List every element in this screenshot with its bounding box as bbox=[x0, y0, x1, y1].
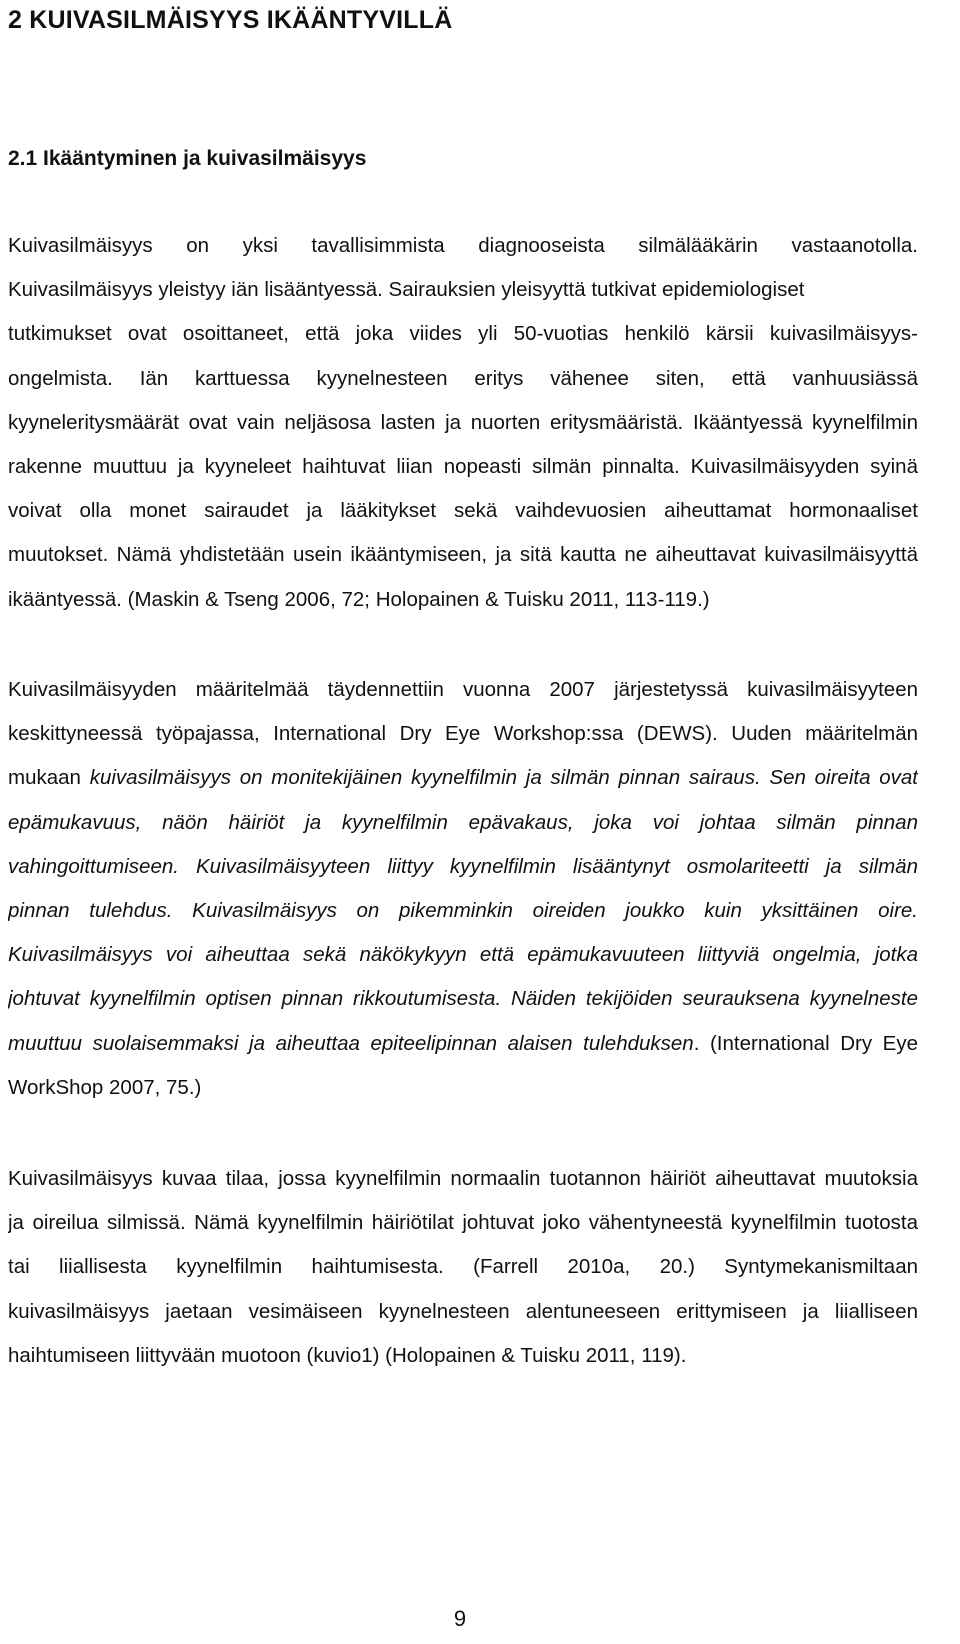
italic-definition-text: kuivasilmäisyys on monitekijäinen kyynelfilmin ja silmän pinnan sairaus. Sen oireita ovat bbox=[89, 766, 918, 790]
text-line bbox=[8, 1022, 918, 1066]
citation-text: . (International Dry Eye bbox=[693, 1031, 918, 1055]
text-line bbox=[8, 933, 918, 977]
paragraph-dews-definition bbox=[8, 668, 918, 1110]
italic-definition-text: pinnan tulehdus. Kuivasilmäisyys on pikemminkin oireiden joukko kuin yksittäinen oire. bbox=[8, 898, 918, 922]
page-number: 9 bbox=[453, 1606, 467, 1631]
text-line: WorkShop 2007, 75.) bbox=[8, 1075, 202, 1099]
section-heading: 2.1 Ikääntyminen ja kuivasilmäisyys bbox=[8, 147, 367, 170]
chapter-heading: 2 KUIVASILMÄISYYS IKÄÄNTYVILLÄ bbox=[8, 6, 453, 34]
text-line: Kuivasilmäisyys kuvaa tilaa, jossa kyynelfilmin normaalin tuotannon häiriöt aiheuttavat muutoksia bbox=[8, 1167, 918, 1190]
text-line: Kuivasilmäisyyden määritelmää täydennettiin vuonna 2007 järjestetyssä kuivasilmäisyyteen bbox=[8, 678, 918, 701]
italic-definition-text: johtuvat kyynelfilmin optisen pinnan rikkoutumisesta. Näiden tekijöiden seurauksena kyynelneste bbox=[8, 987, 918, 1011]
paragraph-aging-and-dry-eye bbox=[8, 224, 918, 622]
text-line bbox=[8, 889, 918, 933]
text-line: kuivasilmäisyys jaetaan vesimäiseen kyynelnesteen alentuneeseen erittymiseen ja liialliseen bbox=[8, 1299, 918, 1323]
italic-definition-text: muuttuu suolaisemmaksi ja aiheuttaa epiteelipinnan alaisen tulehduksen bbox=[8, 1031, 694, 1055]
text-line bbox=[8, 977, 918, 1021]
text-line: haihtumiseen liittyvään muotoon (kuvio1) (Holopainen & Tuisku 2011, 119). bbox=[8, 1343, 687, 1367]
italic-definition-text: Kuivasilmäisyys voi aiheuttaa sekä näkökykyyn että epämukavuuteen liittyviä ongelmia, jotka bbox=[8, 943, 918, 967]
text-line: Kuivasilmäisyys yleistyy iän lisääntyessä. Sairauksien yleisyyttä tutkivat epidemiologiset bbox=[8, 278, 805, 302]
text-line: muutokset. Nämä yhdistetään usein ikääntymiseen, ja sitä kautta ne aiheuttavat kuivasilmäisyyttä bbox=[8, 543, 918, 567]
text-line bbox=[8, 801, 918, 845]
text-line: rakenne muuttuu ja kyyneleet haihtuvat liian nopeasti silmän pinnalta. Kuivasilmäisyyden syinä bbox=[8, 454, 918, 478]
text-line: Kuivasilmäisyys on yksi tavallisimmista diagnooseista silmälääkärin vastaanotolla. bbox=[8, 234, 918, 257]
text-line: voivat olla monet sairaudet ja lääkitykset sekä vaihdevuosien aiheuttamat hormonaaliset bbox=[8, 499, 918, 523]
text-line: ja oireilua silmissä. Nämä kyynelfilmin häiriötilat johtuvat joko vähentyneestä kyynelfilmin tuotosta bbox=[8, 1211, 918, 1235]
text-line: ikääntyessä. (Maskin & Tseng 2006, 72; Holopainen & Tuisku 2011, 113-119.) bbox=[8, 587, 710, 611]
text-line: kyyneleritysmäärät ovat vain neljäsosa lasten ja nuorten eritysmääristä. Ikääntyessä kyynelfilmin bbox=[8, 410, 918, 434]
italic-definition-text: vahingoittumiseen. Kuivasilmäisyyteen liittyy kyynelfilmin lisääntynyt osmolariteetti ja silmän bbox=[8, 854, 918, 878]
text-line bbox=[8, 845, 918, 889]
text-line: ongelmista. Iän karttuessa kyynelnesteen eritys vähenee siten, että vanhuusiässä bbox=[8, 366, 918, 390]
text-line: keskittyneessä työpajassa, International Dry Eye Workshop:ssa (DEWS). Uuden määritelmän bbox=[8, 722, 918, 746]
text-line: tai liiallisesta kyynelfilmin haihtumisesta. (Farrell 2010a, 20.) Syntymekanismiltaan bbox=[8, 1255, 918, 1279]
text-line: tutkimukset ovat osoittaneet, että joka viides yli 50-vuotias henkilö kärsii kuivasilmäisyys- bbox=[8, 322, 918, 346]
italic-definition-text: epämukavuus, näön häiriöt ja kyynelfilmin epävakaus, joka voi johtaa silmän pinnan bbox=[8, 810, 918, 834]
text-line bbox=[8, 756, 918, 800]
paragraph-dry-eye-types bbox=[8, 1157, 918, 1378]
text-span: mukaan bbox=[8, 766, 90, 790]
